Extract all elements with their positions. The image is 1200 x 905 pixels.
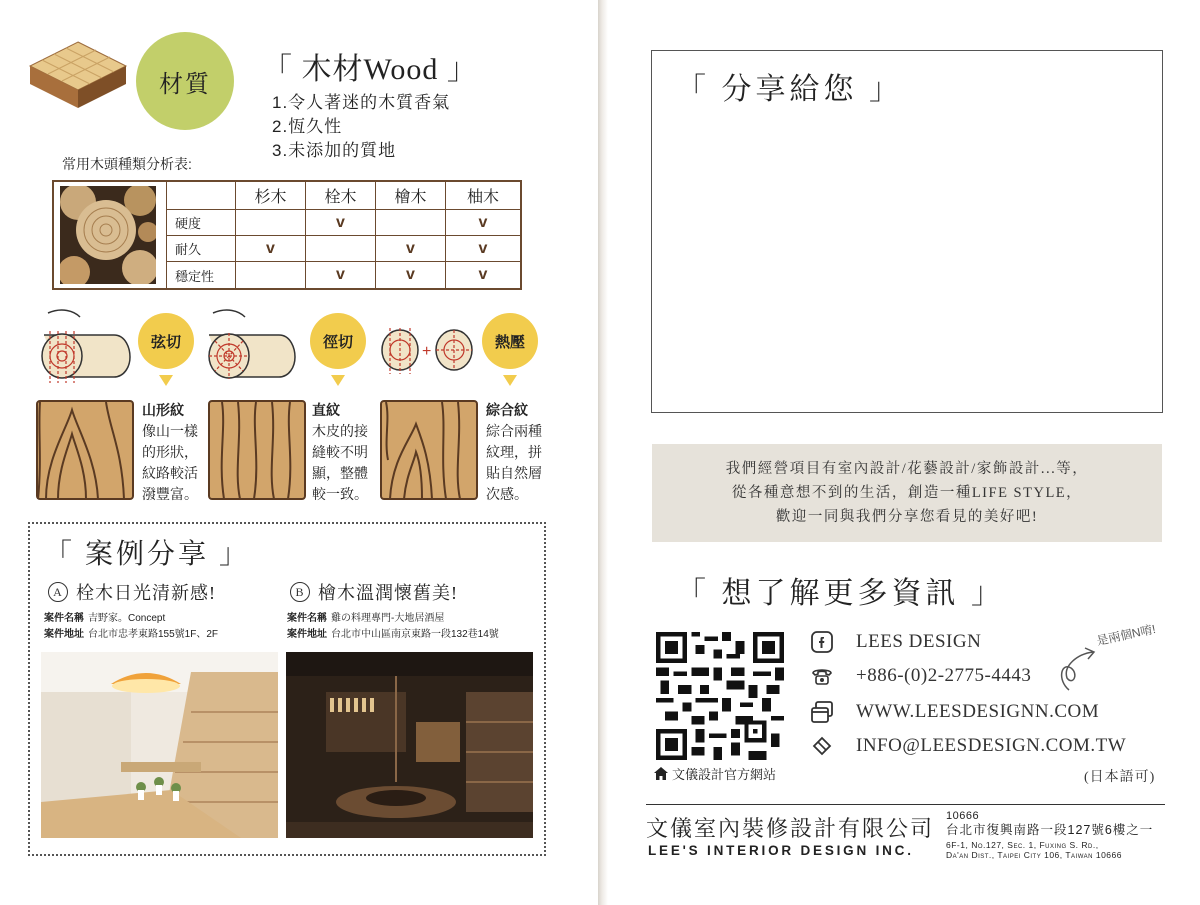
check-cell: v — [376, 262, 446, 288]
grain-desc-mountain — [142, 400, 198, 505]
email-icon — [810, 734, 834, 758]
feature-1: 1.令人著迷的木質香氣 — [272, 93, 451, 112]
grain-title: 綜合紋 — [486, 402, 528, 418]
page-fold — [598, 0, 608, 905]
case-a-address: 台北市忠孝東路155號1F、2F — [88, 629, 219, 640]
website-icon — [810, 700, 834, 724]
check-cell: v — [376, 236, 446, 262]
row-label-durability: 耐久 — [166, 236, 236, 262]
grain-desc-straight — [312, 400, 368, 505]
wood-comparison-table — [52, 180, 522, 290]
phone-icon — [810, 664, 834, 688]
table-corner — [166, 182, 236, 210]
log-pile-image — [60, 186, 156, 284]
check-cell: v — [478, 266, 488, 283]
mountain-grain-swatch — [36, 400, 134, 500]
svg-text:+: + — [422, 343, 432, 360]
wood-block-icon — [28, 40, 128, 115]
grain-line: 較一致。 — [312, 486, 368, 502]
case-b-photo — [286, 652, 533, 838]
grain-line: 像山一樣 — [142, 423, 198, 439]
intro-box — [652, 444, 1162, 542]
case-addr-label: 案件地址 — [44, 629, 84, 640]
facebook-icon — [810, 630, 834, 654]
flat-sawn-log-icon — [40, 305, 132, 385]
check-cell: v — [236, 236, 306, 262]
grain-line: 顯，整體 — [312, 465, 368, 481]
mixed-grain-swatch — [380, 400, 478, 500]
table-caption: 常用木頭種類分析表: — [62, 156, 192, 172]
case-a-photo — [41, 652, 278, 838]
grain-line: 潑豐富。 — [142, 486, 198, 502]
badge-pointer — [503, 375, 517, 386]
cut-badge-flat: 弦切 — [138, 313, 194, 369]
col-header-cypress: 檜木 — [376, 182, 446, 210]
intro-line-2: 從各種意想不到的生活，創造一種LIFE STYLE， — [731, 485, 1083, 501]
check-cell — [376, 210, 446, 236]
check-cell: v — [306, 262, 376, 288]
grain-title: 直紋 — [312, 402, 340, 418]
website-text: WWW.LEESDESIGNN.COM — [856, 701, 1100, 722]
grain-line: 縫較不明 — [312, 444, 368, 460]
feature-2: 2.恆久性 — [272, 117, 343, 136]
case-section-title: 「 案例分享 」 — [44, 539, 251, 570]
case-name-label: 案件名稱 — [287, 613, 327, 624]
qr-code[interactable] — [656, 632, 784, 760]
feature-3: 3.未添加的質地 — [272, 141, 397, 160]
curved-arrow-icon — [1055, 646, 1099, 692]
case-b-name: 雞の料理專門-大地居酒屋 — [331, 613, 445, 624]
col-header-teak: 柚木 — [446, 182, 520, 210]
case-addr-label: 案件地址 — [287, 629, 327, 640]
site-caption-text: 文儀設計官方網站 — [672, 767, 777, 782]
case-b-headline: 檜木溫潤懷舊美! — [318, 583, 458, 603]
zip-code: 10666 — [946, 810, 980, 822]
address-cn: 台北市復興南路一段127號6樓之一 — [946, 823, 1154, 837]
case-b-info — [287, 611, 499, 643]
contact-facebook[interactable] — [810, 630, 981, 654]
grain-title: 山形紋 — [142, 402, 184, 418]
grain-desc-mixed — [486, 400, 542, 505]
official-site-caption — [654, 764, 776, 783]
grain-line: 紋理，拼 — [486, 444, 542, 460]
badge-pointer — [331, 375, 345, 386]
quarter-sawn-log-icon — [205, 305, 297, 385]
material-badge: 材質 — [136, 32, 234, 130]
case-a-letter: A — [48, 582, 68, 602]
company-name-en: LEE'S INTERIOR DESIGN INC. — [648, 843, 914, 858]
grain-line: 木皮的接 — [312, 423, 368, 439]
grain-line: 的形狀， — [142, 444, 198, 460]
home-icon — [654, 767, 668, 780]
grain-line: 綜合兩種 — [486, 423, 542, 439]
col-header-ash: 栓木 — [306, 182, 376, 210]
check-cell — [306, 236, 376, 262]
case-b-letter: B — [290, 582, 310, 602]
case-a-heading — [48, 579, 216, 605]
col-header-cedar: 杉木 — [236, 182, 306, 210]
footer-rule — [646, 804, 1165, 805]
straight-grain-swatch — [208, 400, 306, 500]
case-name-label: 案件名稱 — [44, 613, 84, 624]
facebook-text: LEES DESIGN — [856, 631, 982, 652]
row-label-hardness: 硬度 — [166, 210, 236, 236]
case-a-name: 吉野家。Concept — [88, 613, 166, 624]
badge-pointer — [159, 375, 173, 386]
company-name-cn: 文儀室內裝修設計有限公司 — [646, 816, 935, 841]
row-label-stability: 穩定性 — [166, 262, 236, 288]
wood-section-title: 「 木材Wood 」 — [262, 53, 478, 86]
grain-line: 貼自然層 — [486, 465, 542, 481]
contact-website[interactable] — [810, 700, 1099, 724]
check-cell: v — [306, 210, 376, 236]
cut-badge-heat: 熱壓 — [482, 313, 538, 369]
case-a-info — [44, 611, 218, 643]
japanese-available: (日本語可) — [1084, 770, 1156, 785]
email-text: INFO@LEESDESIGN.COM.TW — [856, 735, 1127, 756]
handwritten-note: 是兩個N唷! — [1095, 621, 1157, 649]
address-en-1: 6F-1, No.127, Sec. 1, Fuxing S. Rd., — [946, 840, 1099, 850]
check-cell: v — [446, 236, 520, 262]
cut-badge-quarter: 徑切 — [310, 313, 366, 369]
intro-line-3: 歡迎一同與我們分享您看見的美好吧! — [775, 509, 1039, 525]
case-b-address: 台北市中山區南京東路一段132巷14號 — [331, 629, 499, 640]
share-title: 「 分享給您 」 — [676, 73, 903, 106]
contact-phone[interactable] — [810, 664, 1031, 688]
grain-line: 紋路較活 — [142, 465, 198, 481]
address-en-2: Da'an Dist., Taipei City 106, Taiwan 10666 — [946, 850, 1122, 860]
phone-text: +886-(0)2-2775-4443 — [856, 665, 1032, 686]
heat-pressed-icon — [378, 318, 478, 378]
more-info-title: 「 想了解更多資訊 」 — [676, 577, 1005, 610]
check-cell — [236, 210, 306, 236]
case-a-headline: 栓木日光清新感! — [76, 583, 216, 603]
intro-line-1: 我們經營項目有室內設計/花藝設計/家飾設計...等， — [725, 461, 1089, 477]
case-b-heading — [290, 579, 458, 605]
check-cell — [236, 262, 306, 288]
check-cell: v — [446, 210, 520, 236]
contact-email[interactable] — [810, 734, 1126, 758]
grain-line: 次感。 — [486, 486, 528, 502]
